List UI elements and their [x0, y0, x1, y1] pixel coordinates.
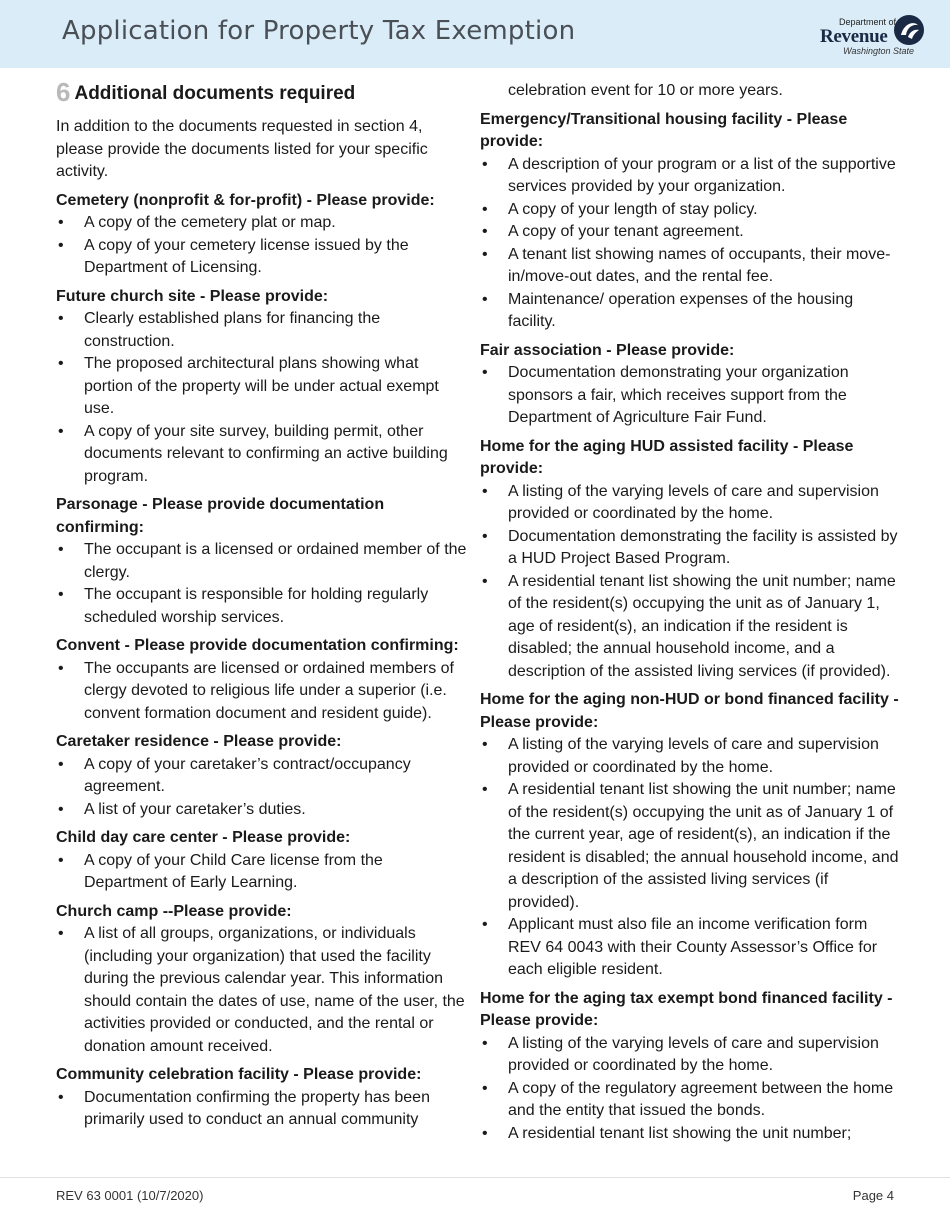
- requirement-list: [56, 923, 470, 1058]
- requirement-heading: Cemetery (nonprofit & for-profit) - Please provide:: [56, 191, 435, 209]
- requirement-heading: Home for the aging HUD assisted facility - Please provide:: [480, 437, 854, 477]
- requirement-heading: Community celebration facility - Please provide:: [56, 1066, 422, 1083]
- list-item: • A residential tenant list showing the unit number; name of the resident(s) occupying the unit as of January 1 of the current year, age of resident(s), an indication if the resident is disabled; the annual household income, and a description of the assisted living services (if provided).: [480, 779, 900, 914]
- list-item: • The occupants are licensed or ordained members of clergy devoted to religious life under a superior (i.e. convent formation document and resident guide).: [56, 658, 470, 726]
- footer-divider: [0, 1177, 950, 1178]
- requirement-heading: Church camp --Please provide:: [56, 902, 292, 920]
- requirement-heading: Fair association - Please provide:: [480, 341, 735, 359]
- left-requirement-groups: [56, 190, 470, 1132]
- list-item: • Applicant must also file an income verification form REV 64 0043 with their County Assessor’s Office for each eligible resident.: [480, 914, 900, 982]
- list-item: • A copy of your tenant agreement.: [480, 221, 900, 244]
- dor-swirl-icon: [892, 13, 926, 47]
- list-item: • A copy of your cemetery license issued by the Department of Licensing.: [56, 235, 470, 280]
- form-id: REV 63 0001 (10/7/2020): [56, 1188, 204, 1203]
- requirement-heading: Child day care center - Please provide:: [56, 829, 351, 846]
- list-item: • A copy of your Child Care license from the Department of Early Learning.: [56, 850, 470, 895]
- document-title: Application for Property Tax Exemption: [62, 16, 576, 46]
- left-column: [56, 77, 470, 1138]
- requirement-heading: Convent - Please provide documentation confirming:: [56, 637, 459, 654]
- list-item: • Maintenance/ operation expenses of the housing facility.: [480, 289, 900, 334]
- right-requirement-groups: [480, 109, 900, 1146]
- list-item: • A tenant list showing names of occupants, their move- in/move-out dates, and the rental fee.: [480, 244, 900, 289]
- requirement-heading: Future church site - Please provide:: [56, 287, 329, 305]
- requirement-heading: Emergency/Transitional housing facility - Please provide:: [480, 110, 848, 150]
- list-item: • A residential tenant list showing the unit number;: [480, 1123, 900, 1146]
- requirement-list: [56, 1087, 470, 1132]
- list-item: • The occupant is responsible for holding regularly scheduled worship services.: [56, 584, 470, 629]
- list-item: • A listing of the varying levels of care and supervision provided or coordinated by the home.: [480, 734, 900, 779]
- list-item: • The occupant is a licensed or ordained member of the clergy.: [56, 539, 470, 584]
- logo-revenue-text: Revenue: [820, 26, 888, 47]
- list-item: • A copy of your caretaker’s contract/occupancy agreement.: [56, 754, 470, 799]
- requirement-list: [480, 734, 900, 982]
- section-title-text: Additional documents required: [74, 83, 356, 104]
- list-item: • A list of all groups, organizations, or individuals (including your organization) that used the facility during the previous calendar year. This information should contain the dates of use, name of the user, the activities provided or conducted, and the rental or donation amount received.: [56, 923, 470, 1058]
- requirement-heading: Home for the aging tax exempt bond financed facility - Please provide:: [480, 989, 893, 1029]
- list-item: • A description of your program or a list of the supportive services provided by your organization.: [480, 154, 900, 199]
- list-item: • A copy of your site survey, building permit, other documents relevant to confirming an active building program.: [56, 421, 470, 489]
- requirement-heading: Home for the aging non-HUD or bond financed facility - Please provide:: [480, 691, 899, 731]
- requirement-list: [480, 362, 900, 430]
- page-number: Page 4: [852, 1188, 894, 1203]
- logo-dept-text: Department of: [838, 17, 896, 27]
- list-item: • A copy of the regulatory agreement between the home and the entity that issued the bonds.: [480, 1078, 900, 1123]
- list-item: • A list of your caretaker’s duties.: [56, 799, 470, 822]
- list-item: • Documentation demonstrating the facility is assisted by a HUD Project Based Program.: [480, 526, 900, 571]
- logo-state-text: Washington State: [843, 46, 914, 56]
- requirement-list: [56, 212, 470, 280]
- requirement-heading: Caretaker residence - Please provide:: [56, 733, 342, 750]
- requirement-list: [56, 308, 470, 488]
- page-header: [0, 0, 950, 68]
- list-item: • A copy of the cemetery plat or map.: [56, 212, 470, 235]
- requirement-list: [56, 850, 470, 895]
- list-item: • A residential tenant list showing the unit number; name of the resident(s) occupying the unit as of January 1, age of resident(s), an indication if the resident is disabled; the annual household income, and a description of the assisted living services (if provided).: [480, 571, 900, 684]
- list-item: • Documentation confirming the property has been primarily used to conduct an annual community: [56, 1087, 470, 1132]
- requirement-list: [480, 1033, 900, 1146]
- requirement-list: [480, 154, 900, 334]
- section-intro: In addition to the documents requested in section 4, please provide the documents listed for your specific activity.: [56, 118, 428, 180]
- department-of-revenue-logo: [818, 13, 930, 59]
- list-item: • A listing of the varying levels of care and supervision provided or coordinated by the home.: [480, 1033, 900, 1078]
- requirement-list: [56, 539, 470, 629]
- section-title: [56, 77, 470, 107]
- list-item: • A listing of the varying levels of care and supervision provided or coordinated by the home.: [480, 481, 900, 526]
- requirement-heading: Parsonage - Please provide documentation confirming:: [56, 496, 385, 536]
- section-number: 6: [56, 77, 71, 107]
- list-item: • A copy of your length of stay policy.: [480, 199, 900, 222]
- list-item: • Clearly established plans for financing the construction.: [56, 308, 470, 353]
- continued-text: celebration event for 10 or more years.: [508, 82, 783, 99]
- requirement-list: [56, 658, 470, 726]
- list-item: • The proposed architectural plans showing what portion of the property will be under actual exempt use.: [56, 353, 470, 421]
- right-column: [480, 80, 900, 1151]
- requirement-list: [480, 481, 900, 684]
- requirement-list: [56, 754, 470, 822]
- list-item: • Documentation demonstrating your organization sponsors a fair, which receives support from the Department of Agriculture Fair Fund.: [480, 362, 900, 430]
